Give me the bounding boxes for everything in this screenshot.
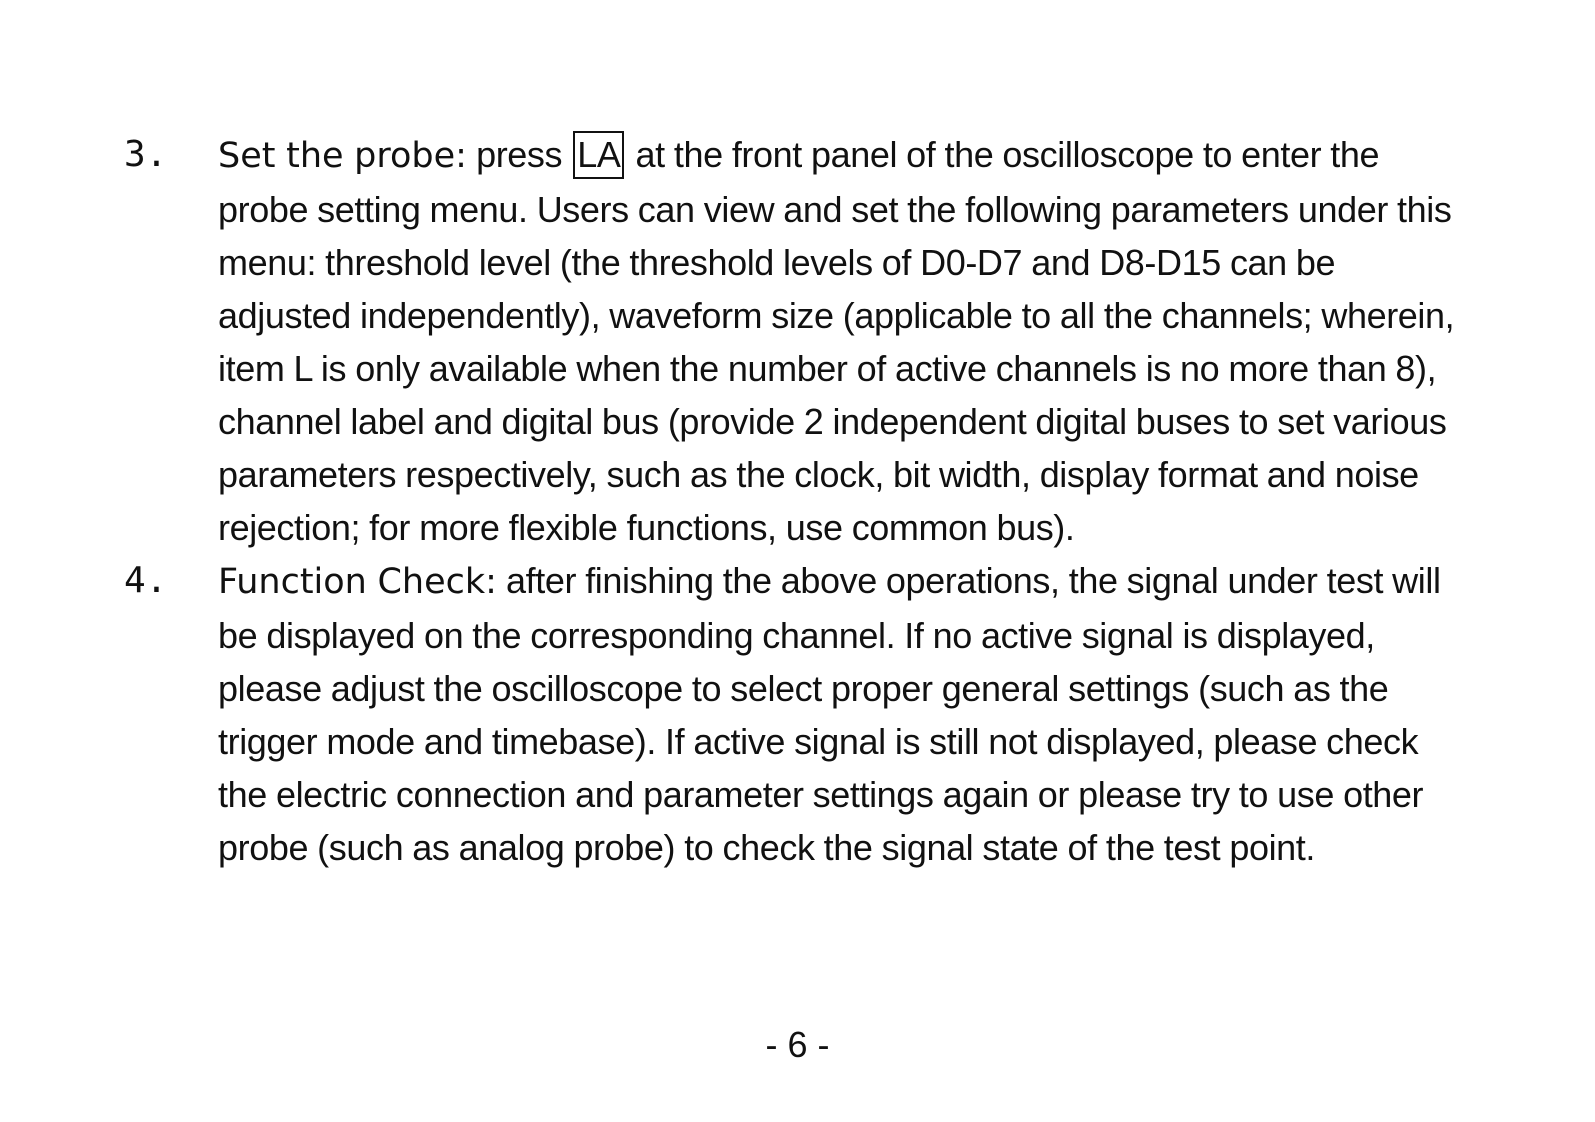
step-text-before-key: press bbox=[466, 134, 572, 175]
la-key-label: LA bbox=[573, 131, 624, 179]
step-body bbox=[218, 128, 1464, 554]
step-title: Set the probe: bbox=[218, 136, 467, 176]
step-text: after finishing the above operations, the signal under test will be displayed on the corresponding channel. If no active signal is displayed, please adjust the oscilloscope to select proper general settings (such as the trigger mode and timebase). If active signal is still not displayed, please check the electric connection and parameter settings again or please try to use other probe (such as analog probe) to check the signal state of the test point. bbox=[218, 560, 1441, 868]
list-item-step-3 bbox=[124, 128, 1464, 554]
list-item-step-4 bbox=[124, 554, 1464, 874]
step-number: 3. bbox=[124, 134, 168, 175]
step-title: Function Check: bbox=[218, 562, 497, 602]
page-number: - 6 - bbox=[765, 1024, 830, 1065]
step-body bbox=[218, 554, 1464, 874]
instruction-list bbox=[124, 128, 1464, 874]
step-text: at the front panel of the oscilloscope to enter the probe setting menu. Users can view and set the following parameters under this menu: threshold level (the threshold levels of D0-D7 and D8-D15 can be adjusted independently), waveform size (applicable to all the channels; wherein, item L is only available when the number of active channels is no more than 8), channel label and digital bus (provide 2 independent digital buses to set various parameters respectively, such as the clock, bit width, display format and noise rejection; for more flexible functions, use common bus). bbox=[218, 134, 1455, 548]
step-number: 4. bbox=[124, 560, 168, 601]
